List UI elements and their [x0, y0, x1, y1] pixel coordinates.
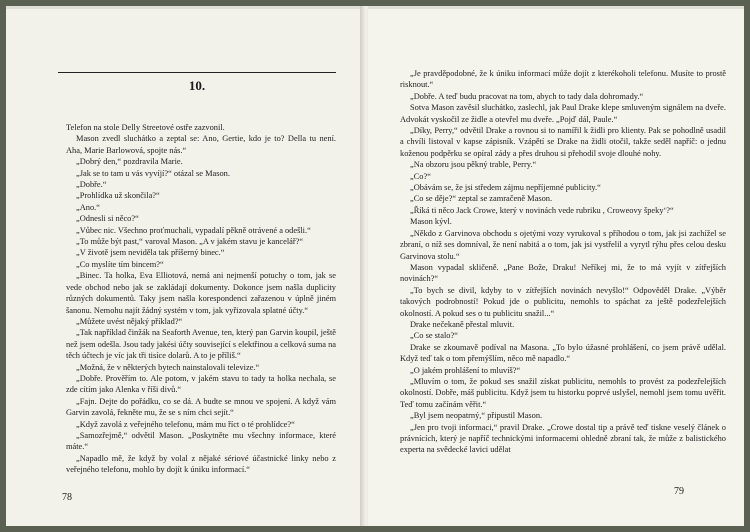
left-page-text [66, 122, 336, 476]
paragraph: „Vůbec nic. Všechno proťmuchali, vypadalí pěkně otrávené a odešli.“ [76, 225, 311, 235]
paragraph: „Co myslíte tím bincem?“ [76, 259, 164, 269]
paragraph: „Binec. Ta holka, Eva Elliotová, nemá ani nejmenší potuchy o tom, jak se vede obchod nebo jak se zakládají dokumenty. Dokonce jsem našla duplicity různých dokumentů. Taky jsem našla korespondenci zařazenou v úplně jiném šanonu. Nemohu najít žádný systém v tom, jak vyřizovala splatné účty.“ [66, 271, 336, 315]
paragraph: „Dobře.“ [76, 180, 107, 190]
paragraph: Drake nečekaně přestal mluvit. [410, 319, 515, 329]
right-page [368, 6, 744, 526]
paragraph: „Říká ti něco Jack Crowe, který v novinách vede rubriku , Croweovy špeky‘?“ [410, 205, 674, 215]
page-shadow [368, 6, 744, 9]
paragraph: Mason vypadal skličeně. „Pane Bože, Draku! Neříkej mi, že to má vyjít v zítřejších novinách?“ [400, 262, 726, 284]
paragraph: „V životě jsem neviděla tak příšerný binec.“ [76, 248, 225, 258]
right-page-text [400, 68, 726, 456]
paragraph: Mason zvedl sluchátko a zeptal se: Ano, Gertie, kdo je to? Della tu není. Aha, Marie Barlowová, spojte nás.“ [66, 134, 336, 155]
paragraph: „Co se děje?“ zeptal se zamračeně Mason. [410, 194, 553, 204]
paragraph: „To bych se divil, kdyby to v zítřejších novinách nevyšlo!“ Odpověděl Drake. „Výběr takových podrobností! Pokud jde o publicitu, nemohls to spáchat za ještě podezřelejších okolností. A pokud ses o tu publicitu snažil...“ [400, 285, 726, 318]
paragraph: „Obávám se, že jsi středem zájmu nepříjemné publicity.“ [410, 183, 601, 193]
paragraph: „Co se stalo?“ [410, 331, 458, 341]
paragraph: „Odnesli si něco?“ [76, 214, 139, 224]
paragraph: „Někdo z Garvinova obchodu s ojetými vozy vyrukoval s příhodou o tom, jak jsi zachížel se zbraní, o níž ses domníval, že není nabitá a o tom, jak jsi vystřelil a vyrytl rýhu přes celou desku Garvinova stolu.“ [400, 228, 726, 261]
page-shadow [6, 6, 366, 9]
paragraph: „Tak například činžák na Seaforth Avenue, ten, který pan Garvin koupil, ještě než jsem odešla. Jsou tady jakési účty související s elektřinou a celková suma na těch účtech je víc jak tři tisíce dolarů. A to je příliš.“ [66, 328, 336, 361]
paragraph: „Dobrý den,“ pozdravila Marie. [76, 157, 183, 167]
paragraph: „Dobře. A teď budu pracovat na tom, abych to tady dala dohromady.“ [410, 91, 644, 101]
paragraph: „Ano.“ [76, 202, 100, 212]
paragraph: „Na obzoru jsou pěkný trable, Perry.“ [410, 160, 537, 170]
chapter-number: 10. [188, 78, 206, 93]
paragraph: „Dobře. Prověřím to. Ale potom, v jakém stavu to tady ta holka nechala, se zde cítím jako Alenka v říši divů.“ [66, 373, 336, 395]
paragraph: Telefon na stole Delly Streetové ostře zazvonil. [66, 123, 225, 132]
paragraph: Mason kývl. [410, 217, 452, 227]
paragraph: „Díky, Perry,“ odvětil Drake a rovnou si to namířil k židli pro klienty. Pak se pohodlně usadil a chvíli listoval v kapse zápisník. Vzápětí se Drake na židli otočil, takže seděl napříč: o jednu koženou podpěrku se opíral zády a přes druhou si přehodil svoje dlouhé nohy. [400, 126, 726, 158]
paragraph: „Byl jsem neopatrný,“ připustil Mason. [410, 411, 543, 421]
left-page [6, 6, 367, 526]
paragraph: „To může být past,“ varoval Mason. „A v jakém stavu je kancelář?“ [76, 237, 304, 247]
paragraph: Drake se zkoumavě podíval na Masona. „To bylo úžasné prohlášení, co jsem právě udělal. Když teď tak o tom přemýšlím, něco mě napadlo.“ [400, 342, 726, 364]
paragraph: „Samozřejmě,“ odvětil Mason. „Poskytněte mu všechny informace, které máte.“ [66, 430, 336, 452]
page-number: 79 [674, 486, 684, 497]
paragraph: „Jen pro tvoji informaci,“ pravil Drake. „Crowe dostal tip a právě teď tiskne veselý článek o právnících, který je napříč technickými informacemi ohledně zbraní tak, že může z balistického experta na svědecké lavici udělat [400, 422, 726, 455]
paragraph: „Možná, že v některých bytech nainstalovali televize.“ [76, 362, 260, 372]
paragraph: „Jak se to tam u vás vyvíjí?“ otázal se Mason. [76, 168, 230, 178]
paragraph: „Je pravděpodobné, že k úniku informací může dojít z kterékoholi telefonu. Musíte to prostě risknout.“ [400, 69, 726, 90]
paragraph: „Fajn. Dejte do pořádku, co se dá. A budte se mnou ve spojení. A když vám Garvin zavolá, řekněte mu, že se s ním chci sejít.“ [66, 396, 336, 418]
paragraph: Sotva Mason zavěsil sluchátko, zaslechl, jak Paul Drake klepe smluveným signálem na dveře. Advokát vyskočil ze židle a otevřel mu dveře. „Pojď dál, Paule.“ [400, 103, 726, 124]
paragraph: „O jakém prohlášení to mluvíš?“ [410, 365, 521, 375]
page-number: 78 [62, 492, 72, 503]
paragraph: „Co?“ [410, 171, 431, 181]
paragraph: „Napadlo mě, že když by volal z nějaké sériové účastnické linky nebo z veřejného telefonu, mohlo by dojít k úniku informací.“ [66, 453, 336, 475]
paragraph: „Když zavolá z veřejného telefonu, mám mu říct o té prohlídce?“ [76, 419, 295, 429]
chapter-rule [58, 72, 336, 73]
paragraph: „Můžete uvést nějaký příklad?“ [76, 316, 183, 326]
paragraph: „Mluvím o tom, že pokud ses snažil získat publicitu, nemohls to provést za podezřelejších okolností. Dobře, máš publicitu. Když jsem tu historku poprvé uslyšel, nemohl jsem tomu uvěřit. Teď tomu začínám věřit.“ [400, 376, 726, 409]
paragraph: „Prohlídka už skončila?“ [76, 191, 160, 201]
